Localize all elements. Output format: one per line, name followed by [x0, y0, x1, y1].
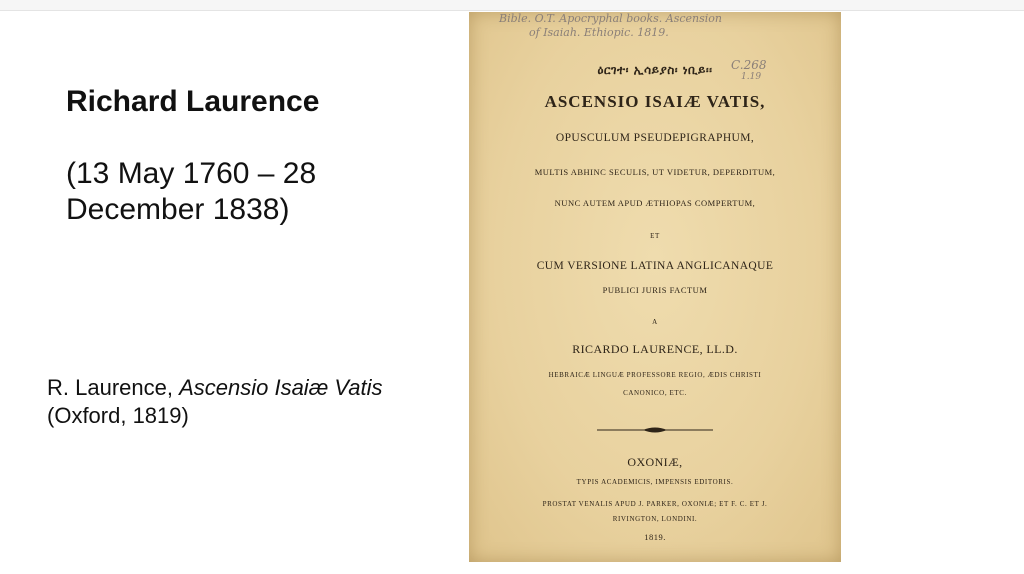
- author-title-1: HEBRAICÆ LINGUÆ PROFESSORE REGIO, ÆDIS CHRISTI: [548, 371, 762, 379]
- imprint-year: 1819.: [644, 532, 666, 542]
- imprint-sale-line-1: PROSTAT VENALIS APUD J. PARKER, OXONIÆ; ET F. C. ET J.: [542, 500, 768, 508]
- title-a: A: [652, 318, 658, 326]
- caption-prefix: R. Laurence,: [47, 375, 180, 400]
- imprint-printer: TYPIS ACADEMICIS, IMPENSIS EDITORIS.: [576, 478, 734, 486]
- ethiopic-title: ዕርገተ፡ ኢሳይያስ፡ ነቢይ፡፡: [597, 63, 713, 77]
- ornamental-rule: [595, 425, 715, 435]
- caption-work-title: Ascensio Isaiæ Vatis: [179, 375, 383, 400]
- book-title-page-image: [469, 12, 841, 562]
- handwritten-shelfmark: C.268: [731, 58, 767, 72]
- title-line-4: NUNC AUTEM APUD ÆTHIOPAS COMPERTUM,: [554, 198, 756, 208]
- title-line-3: MULTIS ABHINC SECULIS, UT VIDETUR, DEPERDITUM,: [534, 167, 776, 177]
- imprint-place: OXONIÆ,: [627, 455, 683, 469]
- handwritten-catalog-line-2: of Isaiah. Ethiopic. 1819.: [529, 26, 669, 39]
- imprint-sale-line-2: RIVINGTON, LONDINI.: [612, 515, 698, 523]
- title-line-5: CUM VERSIONE LATINA ANGLICANAQUE: [536, 260, 774, 272]
- slide-title-block: [66, 84, 426, 228]
- image-caption: [47, 374, 457, 430]
- slide-title: Richard Laurence: [66, 85, 320, 118]
- handwritten-shelfmark-2: 1.19: [741, 72, 762, 82]
- handwritten-catalog-line-1: Bible. O.T. Apocryphal books. Ascension: [499, 12, 722, 25]
- title-line-6: PUBLICI JURIS FACTUM: [602, 285, 708, 295]
- author-title-2: CANONICO, ETC.: [623, 389, 687, 397]
- title-et: ET: [650, 232, 660, 240]
- book-subtitle: OPUSCULUM PSEUDEPIGRAPHUM,: [555, 132, 755, 144]
- caption-publication: (Oxford, 1819): [47, 403, 189, 428]
- book-title: ASCENSIO ISAIÆ VATIS,: [544, 92, 766, 111]
- life-dates: (13 May 1760 – 28 December 1838): [66, 157, 317, 226]
- top-strip: [0, 0, 1024, 11]
- book-author: RICARDO LAURENCE, LL.D.: [572, 342, 738, 356]
